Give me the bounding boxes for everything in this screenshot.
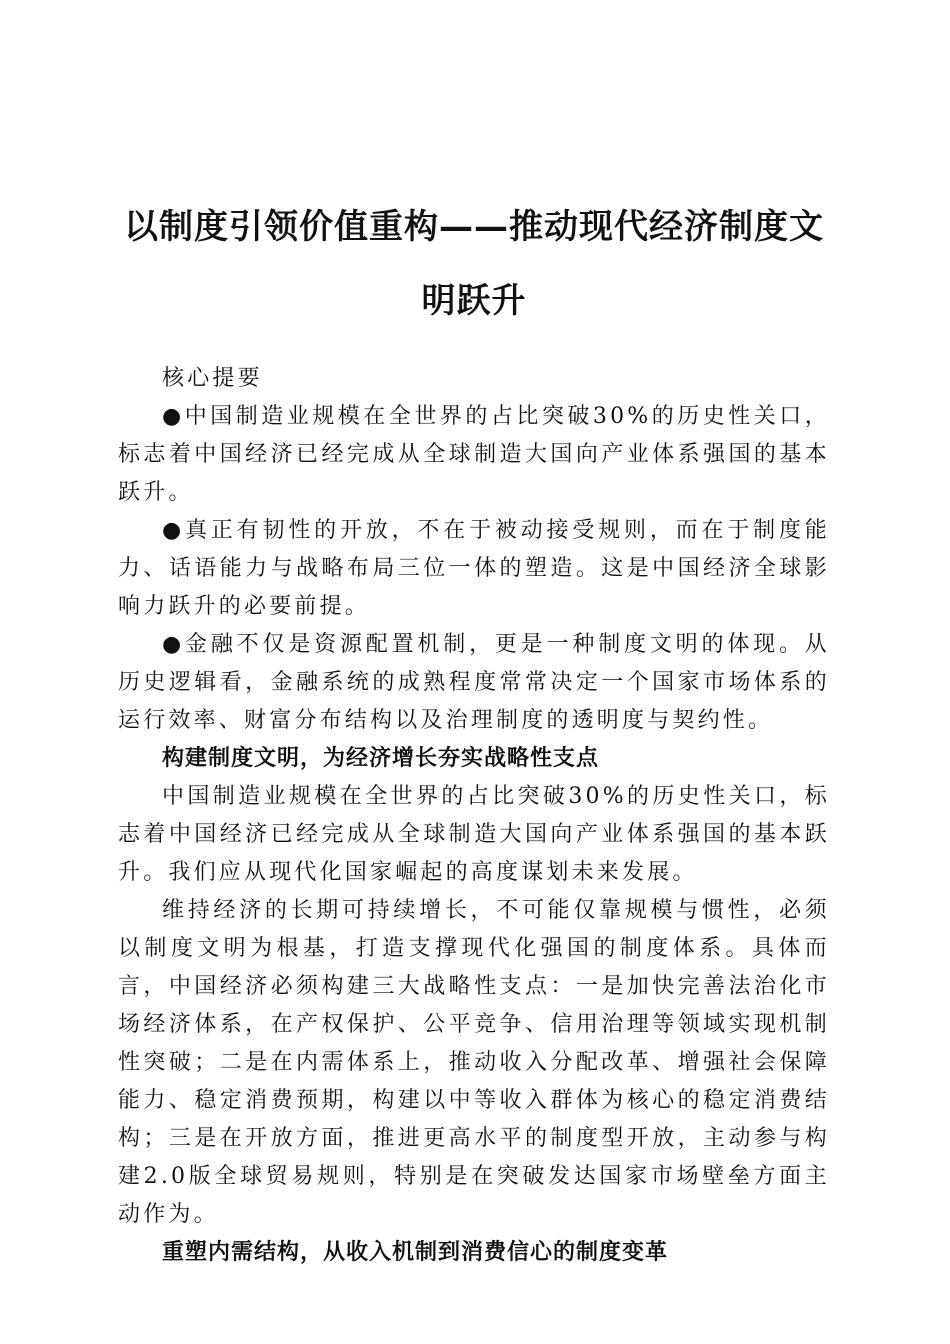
summary-bullet: ●中国制造业规模在全世界的占比突破30%的历史性关口，标志着中国经济已经完成从全球制造大国向产业体系强国的基本跃升。 <box>118 404 830 505</box>
document-title: 以制度引领价值重构——推动现代经济制度文明跃升 <box>124 207 824 321</box>
summary-bullet: ●真正有韧性的开放，不在于被动接受规则，而在于制度能力、话语能力与战略布局三位一体的塑造。这是中国经济全球影响力跃升的必要前提。 <box>118 518 830 619</box>
body-paragraph: 维持经济的长期可持续增长，不可能仅靠规模与惯性，必须以制度文明为根基，打造支撑现代化强国的制度体系。具体而言，中国经济必须构建三大战略性支点：一是加快完善法治化市场经济体系，在产权保护、公平竞争、信用治理等领域实现机制性突破；二是在内需体系上，推动收入分配改革、增强社会保障能力、稳定消费预期，构建以中等收入群体为核心的稳定消费结构；三是在开放方面，推进更高水平的制度型开放，主动参与构建2.0版全球贸易规则，特别是在突破发达国家市场壁垒方面主动作为。 <box>118 898 830 1227</box>
section-heading: 构建制度文明，为经济增长夯实战略性支点 <box>162 746 600 771</box>
summary-label: 核心提要 <box>162 366 263 391</box>
summary-bullet: ●金融不仅是资源配置机制，更是一种制度文明的体现。从历史逻辑看，金融系统的成熟程度常常决定一个国家市场体系的运行效率、财富分布结构以及治理制度的透明度与契约性。 <box>118 632 830 733</box>
document-body <box>118 360 830 1272</box>
section-heading: 重塑内需结构，从收入机制到消费信心的制度变革 <box>162 1240 669 1265</box>
body-paragraph: 中国制造业规模在全世界的占比突破30%的历史性关口，标志着中国经济已经完成从全球制造大国向产业体系强国的基本跃升。我们应从现代化国家崛起的高度谋划未来发展。 <box>118 784 830 885</box>
